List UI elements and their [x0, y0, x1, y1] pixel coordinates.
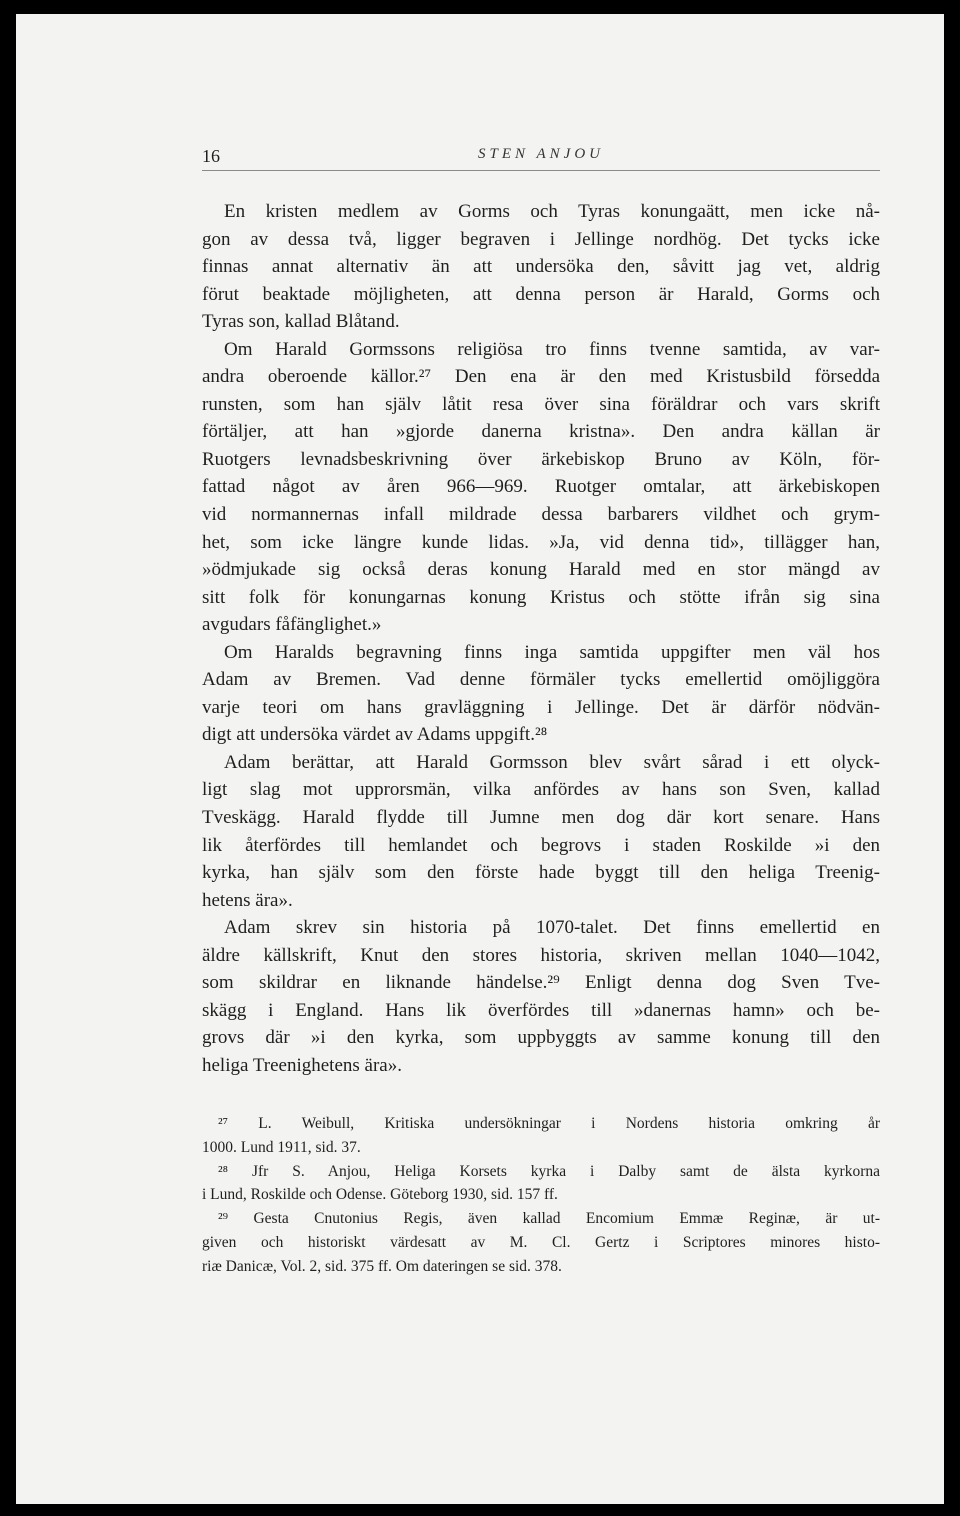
footnote-29-cont: given och historiskt värdesatt av M. Cl. Gertz i Scriptores minores histo- — [202, 1233, 880, 1251]
footnotes — [202, 1112, 880, 1279]
text-line: het, som icke längre kunde lidas. »Ja, vid denna tid», tillägger han, — [202, 531, 880, 553]
text-line: »ödmjukade sig också deras konung Harald med en stor mängd av — [202, 559, 880, 581]
text-line: En kristen medlem av Gorms och Tyras konungaätt, men icke nå- — [224, 201, 880, 222]
text-line: kyrka, han själv som den förste hade byggt till den heliga Treenig- — [202, 862, 880, 884]
text-line: ligt slag mot upprorsmän, vilka anfördes av hans son Sven, kallad — [202, 779, 880, 801]
footnote-28-cont: i Lund, Roskilde och Odense. Göteborg 1930, sid. 157 ff. — [202, 1186, 558, 1204]
text-line: sitt folk för konungarnas konung Kristus och stötte ifrån sig sina — [202, 586, 880, 608]
text-line: varje teori om hans gravläggning i Jellinge. Det är därför nödvän- — [202, 696, 880, 718]
text-line: som skildrar en liknande händelse.²⁹ Enligt denna dog Sven Tve- — [202, 972, 880, 994]
text-line: Adam skrev sin historia på 1070-talet. Det finns emellertid en — [224, 917, 880, 939]
footnote-29-cont: riæ Danicæ, Vol. 2, sid. 375 ff. Om dateringen se sid. 378. — [202, 1257, 562, 1275]
text-line: runsten, som han själv låtit resa över sina föräldrar och vars skrift — [202, 393, 880, 415]
text-line: Adam av Bremen. Vad denne förmäler tycks emellertid omöjliggöra — [202, 669, 880, 691]
footnote-29: ²⁹ Gesta Cnutonius Regis, även kallad Encomium Emmæ Reginæ, är ut- — [218, 1210, 880, 1228]
text-line: digt att undersöka värdet av Adams uppgift.²⁸ — [202, 724, 548, 746]
text-line: heliga Treenighetens ära». — [202, 1054, 402, 1076]
text-line: andra oberoende källor.²⁷ Den ena är den med Kristusbild försedda — [202, 366, 880, 388]
footnote-27: ²⁷ L. Weibull, Kritiska undersökningar i Nordens historia omkring år — [218, 1115, 880, 1132]
text-line: vid normannernas infall mildrade dessa barbarers vildhet och grym- — [202, 504, 880, 526]
text-line: förtäljer, att han »gjorde danerna kristna». Den andra källan är — [202, 421, 880, 443]
running-head — [202, 146, 880, 171]
text-line: äldre källskrift, Knut den stores historia, skriven mellan 1040—1042, — [202, 944, 880, 966]
text-line: gon av dessa två, ligger begraven i Jellinge nordhög. Det tycks icke — [202, 228, 880, 250]
running-head-author: STEN ANJOU — [478, 146, 604, 162]
text-line: Om Harald Gormssons religiösa tro finns tvenne samtida, av var- — [224, 338, 880, 360]
body-text — [202, 198, 880, 1080]
text-line: hetens ära». — [202, 889, 293, 911]
text-line: Tyras son, kallad Blåtand. — [202, 311, 400, 333]
text-line: skägg i England. Hans lik överfördes till »danernas hamn» och be- — [202, 999, 880, 1021]
text-line: lik återfördes till hemlandet och begrovs i staden Roskilde »i den — [202, 834, 880, 856]
text-line: grovs där »i den kyrka, som uppbyggts av samme konung till den — [202, 1027, 880, 1049]
page-number: 16 — [202, 146, 220, 166]
text-line: finnas annat alternativ än att undersöka den, såvitt jag vet, aldrig — [202, 256, 880, 278]
text-line: Ruotgers levnadsbeskrivning över ärkebiskop Bruno av Köln, för- — [202, 448, 880, 470]
footnote-28: ²⁸ Jfr S. Anjou, Heliga Korsets kyrka i Dalby samt de älsta kyrkorna — [218, 1162, 880, 1180]
text-line: Om Haralds begravning finns inga samtida uppgifter men väl hos — [224, 641, 880, 663]
text-line: förut beaktade möjligheten, att denna person är Harald, Gorms och — [202, 283, 880, 305]
text-line: avgudars fåfänglighet.» — [202, 614, 382, 636]
text-line: Tveskägg. Harald flydde till Jumne men dog där kort senare. Hans — [202, 807, 880, 829]
footnote-27-cont: 1000. Lund 1911, sid. 37. — [202, 1138, 361, 1156]
text-line: fattad något av åren 966—969. Ruotger omtalar, att ärkebiskopen — [202, 476, 880, 498]
text-line: Adam berättar, att Harald Gormsson blev svårt sårad i ett olyck- — [224, 751, 880, 773]
